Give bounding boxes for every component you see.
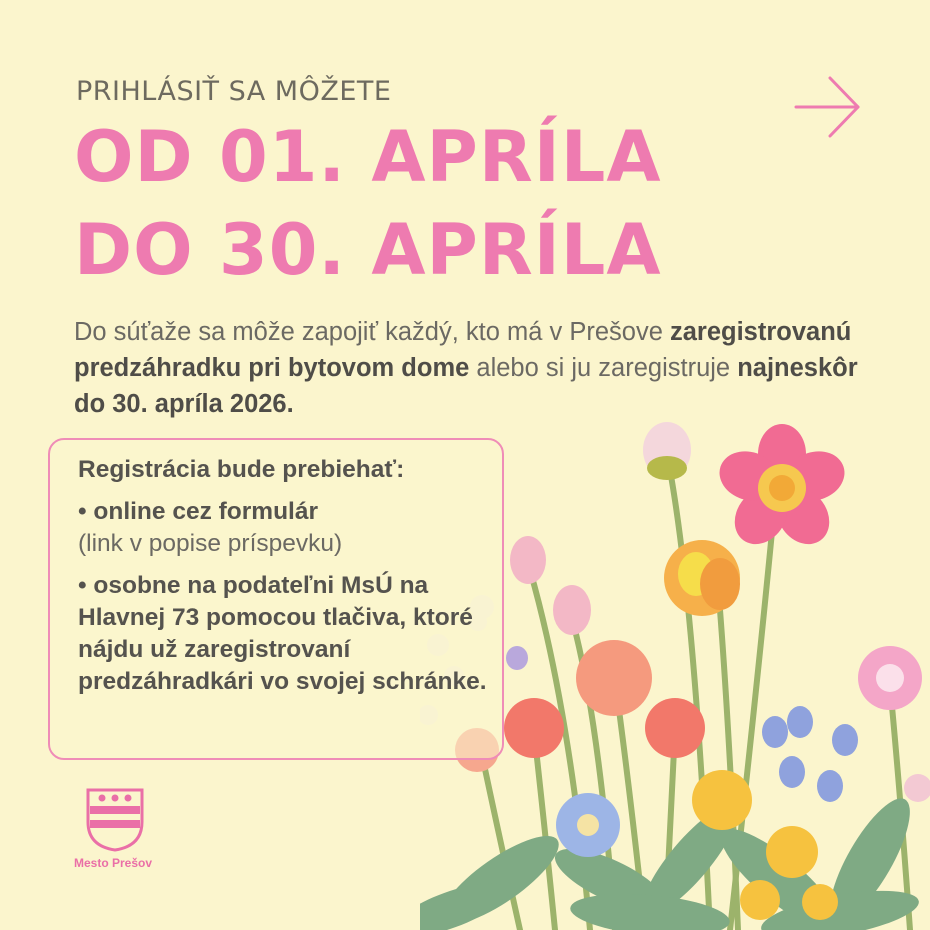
registration-box [48, 438, 504, 760]
headline-start-date: OD 01. APRÍLA [74, 116, 662, 198]
intro-bold-2: najneskôr do 30. apríla 2026. [74, 354, 858, 418]
intro-text-1: Do súťaže sa môže zapojiť každý, kto má v Prešove [74, 318, 670, 346]
city-coat-of-arms-icon [86, 788, 144, 852]
intro-text-2: alebo si ju zaregistruje [469, 354, 738, 382]
kicker-text: PRIHLÁSIŤ SA MÔŽETE [76, 76, 392, 107]
registration-title: Registrácia bude prebiehať: [78, 456, 405, 483]
inperson-option: • osobne na podateľni MsÚ na Hlavnej 73 pomocou tlačiva, ktoré nájdu už zaregistrovaní predzáhradkári vo svojej schránke. [78, 572, 487, 695]
headline-end-date: DO 30. APRÍLA [74, 209, 662, 291]
intro-bold-1: zaregistrovanú predzáhradku pri bytovom dome [74, 318, 852, 382]
logo-name: Mesto Prešov [74, 856, 153, 870]
arrow-right-icon[interactable] [790, 72, 864, 142]
online-option: • online cez formulár [78, 498, 319, 525]
intro-paragraph [74, 314, 874, 422]
online-option-note: (link v popise príspevku) [78, 530, 343, 557]
